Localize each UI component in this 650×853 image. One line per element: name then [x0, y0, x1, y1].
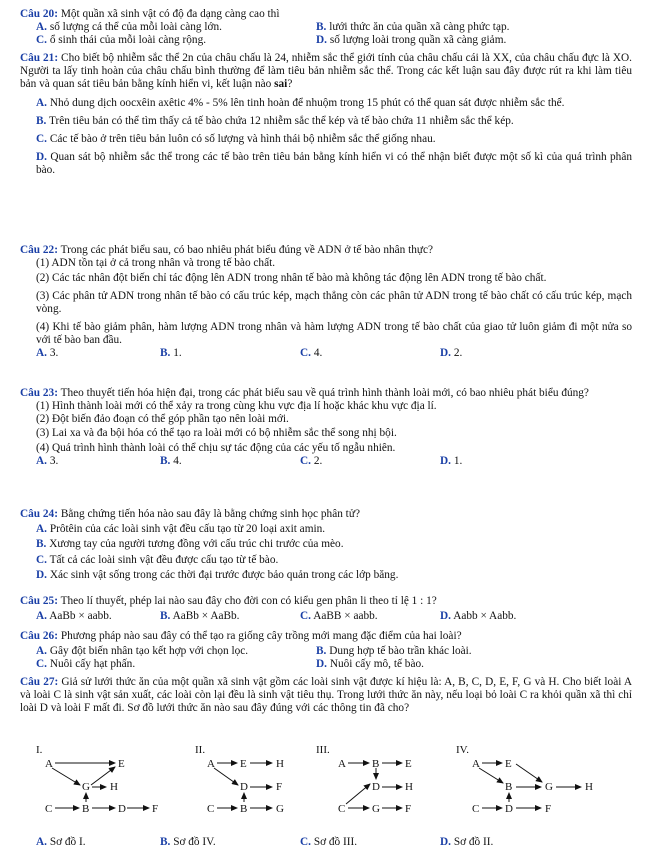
- option-key: C.: [300, 836, 311, 848]
- node-g: G: [545, 781, 553, 793]
- question-24: [20, 508, 632, 582]
- node-f: F: [405, 803, 412, 815]
- node-e: E: [240, 758, 247, 770]
- question-stem: Theo lí thuyết, phép lai nào sau đây cho đời con có kiểu gen phân li theo tỉ lệ 1 : 1?: [60, 595, 437, 607]
- option-key: C.: [300, 455, 311, 468]
- option-key: B.: [316, 645, 327, 658]
- node-d: D: [372, 781, 380, 793]
- option-text: 1.: [453, 455, 463, 468]
- option-key: B.: [316, 21, 327, 34]
- node-h: H: [110, 781, 118, 793]
- option-key: C.: [300, 610, 311, 623]
- node-a: A: [207, 758, 215, 770]
- question-stem: Giả sử lưới thức ăn của một quần xã sinh vật gồm các loài sinh vật được kí hiệu là: A, B, C, D, E, F, G và H. Cho biết loài A và loài C là sinh vật sản xuất, các loài còn lại đều là sinh vật tiêu thụ. Trong lưới thức ăn này, nếu loại bỏ loài C ra khỏi quần xã thì chỉ loài D và loài F mất đi. Sơ đồ lưới thức ăn nào sau đây đúng với các thông tin đã cho?: [20, 676, 632, 715]
- question-22: [20, 244, 632, 361]
- option-key: B.: [160, 455, 171, 468]
- option-key: D.: [316, 658, 327, 671]
- edge: [214, 768, 238, 785]
- option-key: B.: [160, 610, 171, 623]
- option-text: Dung hợp tế bào trần khác loài.: [329, 645, 472, 658]
- option-text: AaBB × aabb.: [313, 610, 378, 623]
- edge: [479, 768, 503, 783]
- option-text: Sơ đồ II.: [453, 836, 494, 848]
- option-text: số lượng loài trong quần xã càng giảm.: [329, 34, 507, 47]
- option-key: A.: [36, 347, 47, 360]
- node-g: G: [372, 803, 380, 815]
- statement: (1) ADN tồn tại ở cả trong nhân và trong tế bào chất.: [36, 257, 276, 270]
- node-h: H: [585, 781, 593, 793]
- node-c: C: [45, 803, 53, 815]
- node-d: D: [505, 803, 513, 815]
- node-g: G: [276, 803, 284, 815]
- statement: (2) Các tác nhân đột biến chỉ tác động lên ADN trong nhân tế bào mà không tác động lên ADN trong tế bào chất.: [36, 272, 547, 285]
- option-text: ổ sinh thái của mỗi loài càng rộng.: [49, 34, 207, 47]
- node-f: F: [152, 803, 159, 815]
- question-stem-emphasis: sai: [274, 78, 288, 91]
- option-text: Prôtêin của các loài sinh vật đều cấu tạo từ 20 loại axit amin.: [49, 523, 326, 536]
- option-key: B.: [160, 347, 171, 360]
- question-number: Câu 21:: [20, 52, 59, 64]
- diagram-label: IV.: [456, 744, 469, 756]
- option-key: D.: [36, 151, 47, 164]
- node-c: C: [472, 803, 480, 815]
- question-25: [20, 595, 632, 623]
- question-27-options: [20, 836, 632, 849]
- option-key: B.: [36, 114, 47, 127]
- node-h: H: [276, 758, 284, 770]
- node-f: F: [545, 803, 552, 815]
- option-key: A.: [36, 21, 47, 34]
- node-a: A: [338, 758, 346, 770]
- edge: [346, 784, 370, 804]
- option-key: D.: [36, 568, 47, 581]
- option-key: A.: [36, 523, 47, 536]
- option-text: 3.: [49, 455, 59, 468]
- option-text: số lượng cá thể của mỗi loài càng lớn.: [49, 21, 222, 34]
- option-key: D.: [440, 347, 451, 360]
- option-text: Nhỏ dung dịch oocxêin axêtic 4% - 5% lên tinh hoàn để nhuộm trong 15 phút có thể quan sát được nhiễm sắc thể.: [49, 96, 565, 109]
- diagram-1: [36, 744, 158, 815]
- question-stem-end: ?: [287, 78, 293, 91]
- option-text: AaBb × aabb.: [49, 610, 112, 623]
- node-d: D: [240, 781, 248, 793]
- question-number: Câu 25:: [20, 595, 58, 607]
- edge: [52, 768, 80, 785]
- option-text: Quan sát bộ nhiễm sắc thể trong các tế bào trên tiêu bản bằng kính hiển vi có thể nhận biết được một số kì của quá trình phân bào.: [36, 151, 632, 177]
- option-text: Aabb × Aabb.: [453, 610, 517, 623]
- question-stem: Trong các phát biểu sau, có bao nhiêu phát biểu đúng về ADN ở tế bào nhân thực?: [60, 244, 434, 256]
- option-key: A.: [36, 96, 47, 109]
- node-e: E: [118, 758, 125, 770]
- diagram-3: [316, 744, 413, 815]
- question-20: [20, 8, 632, 48]
- option-key: C.: [300, 347, 311, 360]
- node-a: A: [45, 758, 53, 770]
- option-text: 4.: [173, 455, 182, 468]
- option-text: Sơ đồ III.: [313, 836, 358, 848]
- diagram-label: III.: [316, 744, 330, 756]
- node-d: D: [118, 803, 126, 815]
- node-b: B: [372, 758, 380, 770]
- option-text: 3.: [49, 347, 59, 360]
- option-text: Tất cả các loài sinh vật đều được cấu tạo từ tế bào.: [49, 553, 279, 566]
- option-key: A.: [36, 455, 47, 468]
- question-27: [20, 676, 632, 716]
- diagram-4: [456, 744, 593, 815]
- option-key: A.: [36, 610, 47, 623]
- option-text: 2.: [453, 347, 463, 360]
- option-key: A.: [36, 836, 47, 848]
- option-text: 1.: [173, 347, 182, 360]
- option-text: Sơ đồ I.: [49, 836, 86, 848]
- option-text: lưới thức ăn của quần xã càng phức tạp.: [329, 21, 510, 34]
- option-text: Xương tay của người tương đồng với cấu trúc chi trước của mèo.: [49, 538, 344, 551]
- question-stem: Một quần xã sinh vật có độ đa dạng càng cao thì: [60, 8, 280, 20]
- option-text: Các tế bào ở trên tiêu bản luôn có số lượng và hình thái bộ nhiễm sắc thể giống nhau.: [49, 133, 436, 146]
- option-key: D.: [316, 34, 327, 47]
- node-f: F: [276, 781, 283, 793]
- option-key: B.: [36, 538, 47, 551]
- node-a: A: [472, 758, 480, 770]
- option-text: Nuôi cấy hạt phấn.: [49, 658, 136, 671]
- question-stem: Cho biết bộ nhiễm sắc thể 2n của châu chấu là 24, nhiễm sắc thể giới tính của châu chấu cái là XX, của châu chấu đực là XO. Người ta lấy tinh hoàn của châu chấu bình thường để làm tiêu bản nhiễm sắc thể. Trong các kết luận sau đây được rút ra khi làm tiêu bản và quan sát tiêu bản bằng kính hiển vi, kết luận nào: [20, 52, 632, 91]
- node-e: E: [505, 758, 512, 770]
- option-key: C.: [36, 133, 47, 146]
- option-key: D.: [440, 455, 451, 468]
- question-23: [20, 387, 632, 468]
- question-number: Câu 24:: [20, 508, 58, 520]
- option-key: C.: [36, 34, 47, 47]
- question-stem: Phương pháp nào sau đây có thể tạo ra giống cây trồng mới mang đặc điểm của hai loài?: [60, 630, 462, 642]
- diagram-label: I.: [36, 744, 43, 756]
- statement: (1) Hình thành loài mới có thể xảy ra trong cùng khu vực địa lí hoặc khác khu vực địa lí.: [36, 400, 437, 413]
- statement: (3) Lai xa và đa bội hóa có thể tạo ra loài mới có bộ nhiễm sắc thể song nhị bội.: [36, 426, 397, 439]
- node-b: B: [505, 781, 513, 793]
- node-b: B: [82, 803, 90, 815]
- option-text: 2.: [313, 455, 323, 468]
- option-text: Xác sinh vật sống trong các thời đại trước được bảo quản trong các lớp băng.: [49, 568, 399, 581]
- option-key: C.: [36, 658, 47, 671]
- question-26: [20, 630, 632, 672]
- option-text: Nuôi cấy mô, tế bào.: [329, 658, 424, 671]
- option-key: D.: [440, 610, 451, 623]
- question-stem: Theo thuyết tiến hóa hiện đại, trong các phát biểu sau về quá trình hình thành loài mới, có bao nhiêu phát biểu đúng?: [60, 387, 589, 399]
- question-number: Câu 20:: [20, 8, 58, 20]
- option-key: B.: [160, 836, 171, 848]
- question-stem: Bằng chứng tiến hóa nào sau đây là bằng chứng sinh học phân tử?: [60, 508, 360, 520]
- option-text: Trên tiêu bản có thể tìm thấy cả tế bào chứa 12 nhiễm sắc thể kép và tế bào chứa 11 nhiễm sắc thể kép.: [48, 114, 514, 127]
- statement: (3) Các phân tử ADN trong nhân tế bào có cấu trúc kép, mạch thẳng còn các phân tử ADN trong tế bào chất có cấu trúc kép, mạch vòng.: [36, 289, 632, 315]
- question-number: Câu 26:: [20, 630, 58, 642]
- question-number: Câu 22:: [20, 244, 58, 256]
- option-key: D.: [440, 836, 451, 848]
- food-web-diagrams: [0, 740, 650, 820]
- option-text: Sơ đồ IV.: [173, 836, 216, 848]
- diagram-label: II.: [195, 744, 206, 756]
- statement: (2) Đột biến đảo đoạn có thể góp phần tạo nên loài mới.: [36, 413, 289, 426]
- node-b: B: [240, 803, 248, 815]
- diagram-2: [195, 744, 284, 815]
- node-h: H: [405, 781, 413, 793]
- question-number: Câu 23:: [20, 387, 58, 399]
- question-number: Câu 27:: [20, 676, 59, 688]
- option-key: C.: [36, 553, 47, 566]
- edge: [516, 764, 542, 782]
- node-c: C: [207, 803, 215, 815]
- statement: (4) Quá trình hình thành loài có thể chịu sự tác động của các yếu tố ngẫu nhiên.: [36, 441, 396, 454]
- option-text: 4.: [313, 347, 323, 360]
- option-key: A.: [36, 645, 47, 658]
- option-text: Gây đột biến nhân tạo kết hợp với chọn lọc.: [49, 645, 249, 658]
- question-21: [20, 52, 632, 178]
- option-text: AaBb × AaBb.: [172, 610, 240, 623]
- node-e: E: [405, 758, 412, 770]
- statement: (4) Khi tế bào giảm phân, hàm lượng ADN trong nhân và hàm lượng ADN trong tế bào chất của giao tử luôn giảm đi một nửa so với tế bào ban đầu.: [36, 321, 632, 347]
- node-g: G: [82, 781, 90, 793]
- node-c: C: [338, 803, 346, 815]
